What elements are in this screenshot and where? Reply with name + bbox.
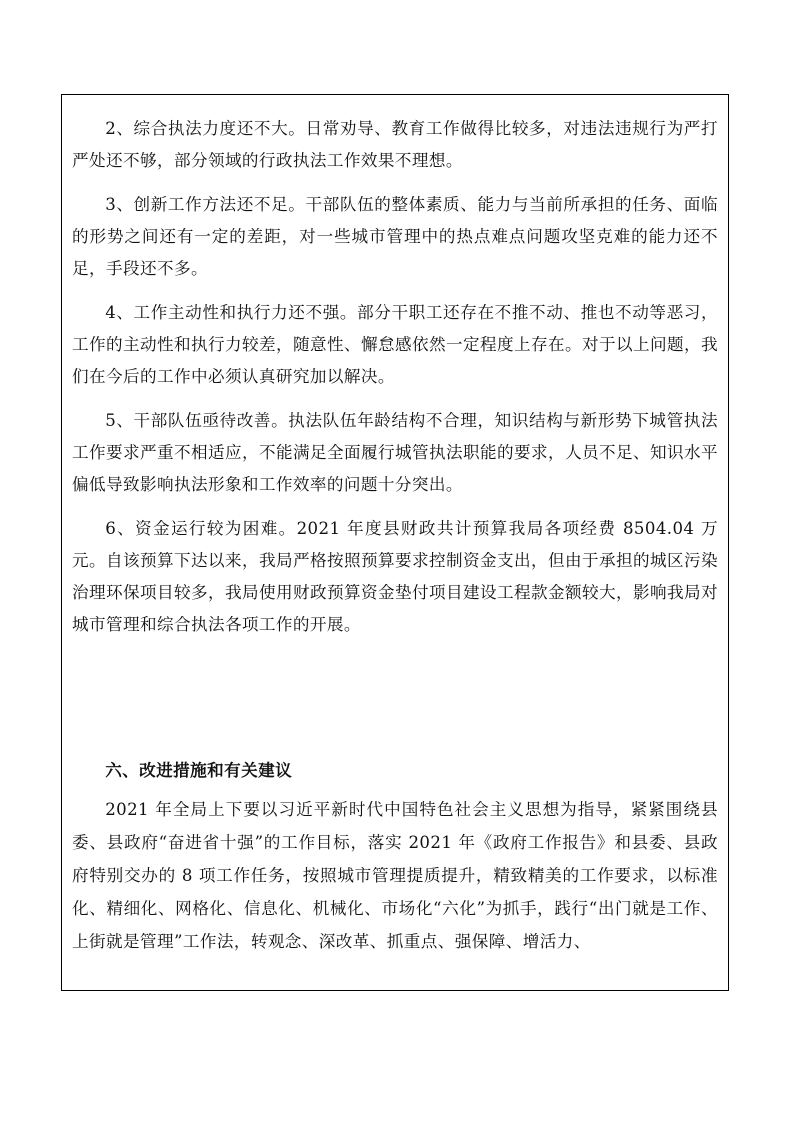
section-six-heading: 六、改进措施和有关建议 — [105, 761, 293, 780]
problem-item-6: 6、资金运行较为困难。2021 年度县财政共计预算我局各项经费 8504.04 万元。自该预算下达以来，我局严格按照预算要求控制资金支出，但由于承担的城区污染治理环保项目较多，我局使用财政预算资金垫付项目建设工程款金额较大，影响我局对城市管理和综合执法各项工作的开展。 — [72, 519, 718, 634]
problem-item-4: 4、工作主动性和执行力还不强。部分干职工还存在不推不动、推也不动等恶习，工作的主动性和执行力较差，随意性、懈怠感依然一定程度上存在。对于以上问题，我们在今后的工作中必须认真研究加以解决。 — [72, 303, 718, 386]
problem-item-3: 3、创新工作方法还不足。干部队伍的整体素质、能力与当前所承担的任务、面临的形势之间还有一定的差距，对一些城市管理中的热点难点问题攻坚克难的能力还不足，手段还不多。 — [72, 195, 718, 278]
section-six-body — [72, 793, 718, 958]
section-six-paragraph: 2021 年全局上下要以习近平新时代中国特色社会主义思想为指导，紧紧围绕县委、县政府“奋进省十强”的工作目标，落实 2021 年《政府工作报告》和县委、县政府特别交办的 8 项工作任务，按照城市管理提质提升，精致精美的工作要求，以标准化、精细化、网格化、信息化、机械化、市场化“六化”为抓手，践行“出门就是工作、上街就是管理”工作法，转观念、深改革、抓重点、强保障、增活力、 — [72, 800, 718, 951]
problems-list — [72, 113, 718, 641]
problem-item-5: 5、干部队伍亟待改善。执法队伍年龄结构不合理，知识结构与新形势下城管执法工作要求严重不相适应，不能满足全面履行城管执法职能的要求，人员不足、知识水平偏低导致影响执法形象和工作效率的问题十分突出。 — [72, 411, 718, 494]
problem-item-2: 2、综合执法力度还不大。日常劝导、教育工作做得比较多，对违法违规行为严打严处还不够，部分领域的行政执法工作效果不理想。 — [72, 119, 718, 170]
